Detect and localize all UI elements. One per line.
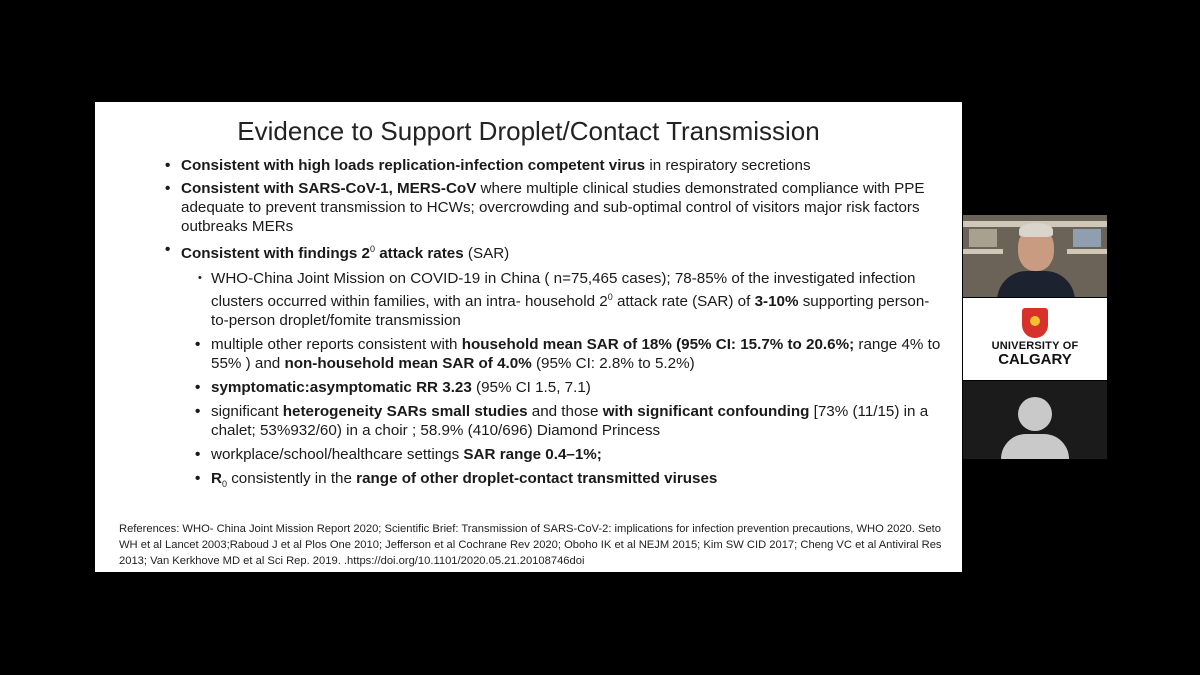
presenter-suit xyxy=(997,271,1075,297)
sub-bullet-heterogeneity: • significant heterogeneity SARs small studies and those with significant confounding [73% (11/15) in a chalet; 53%932/60) in a choir ; 58.9% (410/696) Diamond Princess xyxy=(195,402,945,440)
sub-bullet-list xyxy=(195,269,945,494)
bullet-1: • Consistent with high loads replication-infection competent virus in respiratory secretions xyxy=(165,156,945,175)
university-logo-tile[interactable] xyxy=(963,298,1107,380)
bullet-3: • Consistent with findings $2^0$ attack rates (SAR) xyxy=(165,240,945,263)
sub-bullet-r0: • $R_0$ consistently in the range of other droplet-contact transmitted viruses xyxy=(195,469,945,494)
participant-tile[interactable] xyxy=(963,381,1107,459)
logo-line-1: UNIVERSITY OF xyxy=(991,340,1079,352)
university-shield-logo xyxy=(1022,308,1048,338)
logo-line-2: CALGARY xyxy=(998,351,1072,368)
presenter-hair xyxy=(1019,223,1053,237)
sub-bullet-who-china: • WHO-China Joint Mission on COVID-19 in China ( n=75,465 cases); 78-85% of the investigated infection clusters occurred within families, with an intra- household $2^0$ attack rate (SAR) of 3-10% supporting person-to-person droplet/fomite transmission xyxy=(195,269,945,330)
presenter-video-tile[interactable] xyxy=(963,215,1107,297)
bookshelf xyxy=(1067,249,1107,254)
bullet-2: • Consistent with SARS-CoV-1, MERS-CoV where multiple clinical studies demonstrated compliance with PPE adequate to prevent transmission to HCWs; overcrowding and sub-optimal control of visitors major risk factors outbreaks MERs xyxy=(165,179,945,236)
participant-avatar-icon xyxy=(1018,397,1052,431)
shared-slide xyxy=(95,102,962,572)
participant-avatar-body xyxy=(1001,434,1069,459)
sub-bullet-workplace: • workplace/school/healthcare settings SAR range 0.4–1%; xyxy=(195,445,945,464)
references: References: WHO- China Joint Mission Report 2020; Scientific Brief: Transmission of SARS-CoV-2: implications for infection prevention precautions, WHO 2020. Seto WH et al Lancet 2003;Raboud J et al Plos One 2010; Jefferson et al Cochrane Rev 2020; Oboho IK et al NEJM 2015; Kim SW CID 2017; Cheng VC et al Antiviral Res 2013; Van Kerkhove MD et al Sci Rep. 2019. .https://doi.org/10.1101/2020.05.21.20108746doi xyxy=(119,523,942,567)
bookshelf xyxy=(963,249,1003,254)
sub-bullet-household-sar: • multiple other reports consistent with household mean SAR of 18% (95% CI: 15.7% to 20.6%; range 4% to 55% ) and non-household mean SAR of 4.0% (95% CI: 2.8% to 5.2%) xyxy=(195,335,945,373)
sub-bullet-symptomatic-rr: • symptomatic:asymptomatic RR 3.23 (95% CI 1.5, 7.1) xyxy=(195,378,945,397)
books xyxy=(1073,229,1101,247)
bullet-list xyxy=(165,156,945,499)
slide-title: Evidence to Support Droplet/Contact Transmission xyxy=(237,116,820,146)
books xyxy=(969,229,997,247)
